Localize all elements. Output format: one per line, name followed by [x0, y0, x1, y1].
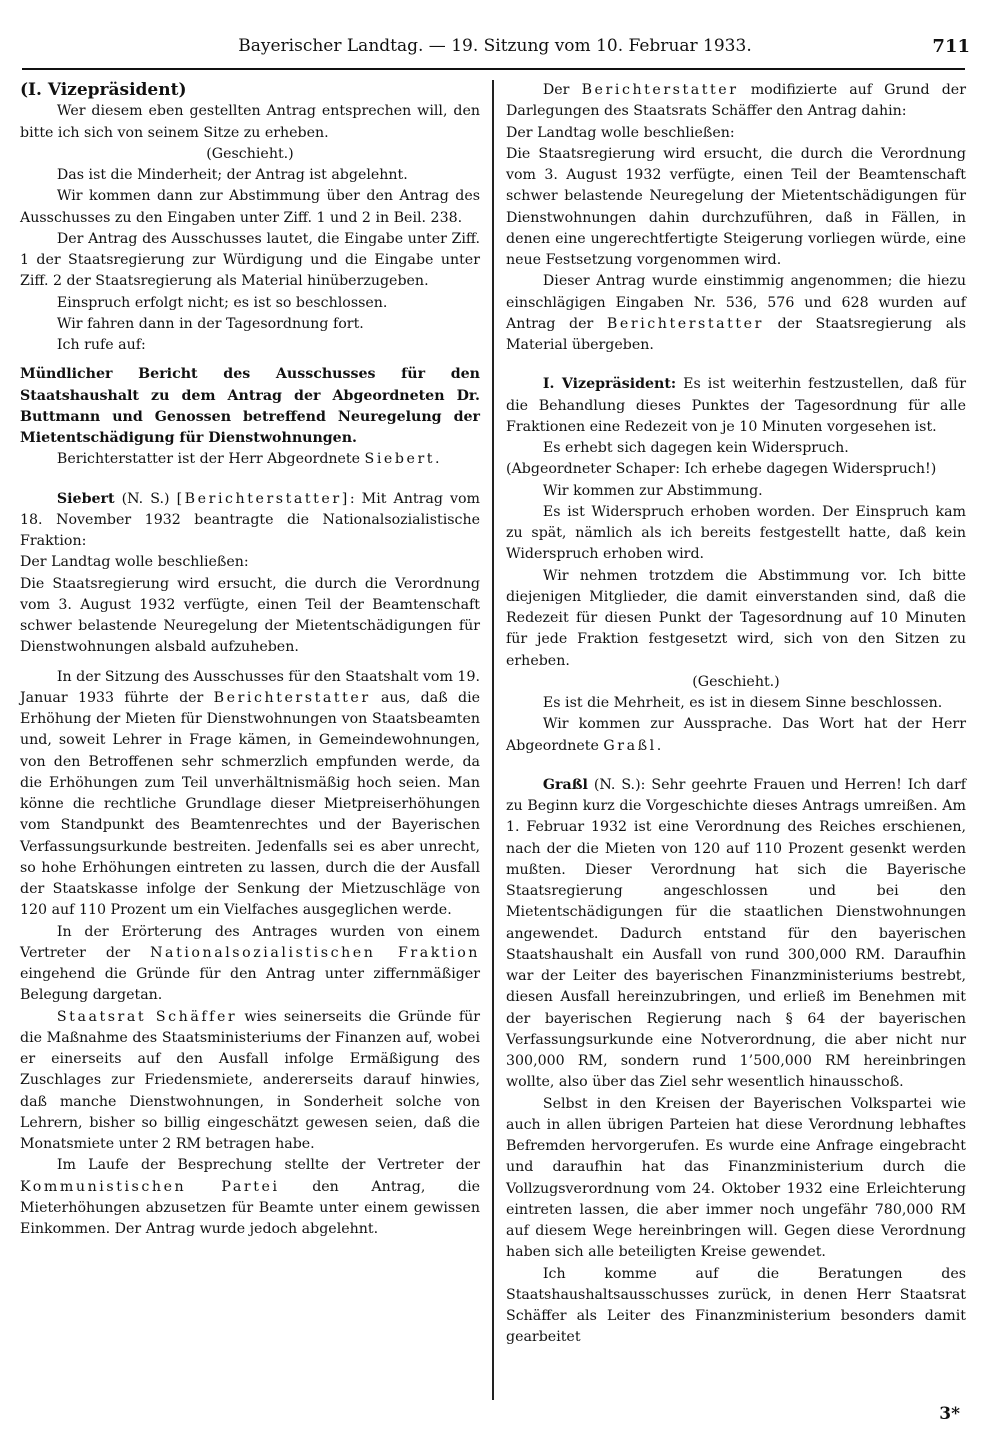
speaker-role: [Berichterstatter] — [176, 490, 350, 507]
paragraph: Wir kommen dann zur Abstimmung über den Antrag des Ausschusses zu den Eingaben unter Ziff. 1 und 2 in Beil. 238. — [20, 188, 480, 226]
speaker-party: (N. S.) — [593, 776, 641, 793]
paragraph: Wir nehmen trotzdem die Abstimmung vor. Ich bitte diejenigen Mitglieder, die damit einverstanden sind, daß die Redezeit für diesen Punkt der Tagesordnung auf 10 Minuten für jede Fraktion festgesetzt wird, sich von den Sitzen zu erheben. — [506, 567, 966, 669]
header-rule — [22, 68, 965, 70]
left-column — [20, 80, 480, 1240]
paragraph — [20, 1155, 480, 1240]
speaker-name: I. Vizepräsident: — [542, 376, 677, 393]
emphasis: Berichterstatter — [213, 689, 371, 706]
agenda-item: Mündlicher Bericht des Ausschusses für den Staatshaushalt zu dem Antrag der Abgeordneten Dr. Buttmann und Genossen betreffend Neuregelung der Mietentschädigung für Dienstwohnungen. — [20, 366, 480, 446]
speech-start — [20, 489, 480, 553]
paragraph: Einspruch erfolgt nicht; es ist so beschlossen. — [56, 294, 388, 311]
text: In der Sitzung des Ausschusses für den Staatshalt vom 19. Januar 1933 führte der — [20, 668, 480, 706]
paragraph: Wir fahren dann in der Tagesordnung fort. — [56, 315, 364, 332]
paragraph — [506, 714, 966, 757]
interjection: (Abgeordneter Schaper: Ich erhebe dagegen Widerspruch!) — [506, 461, 937, 478]
speech-text: : Mit Antrag vom 18. November 1932 beantragte die Nationalsozialistische Fraktion: — [20, 490, 480, 549]
paragraph: Wir kommen zur Abstimmung. — [542, 482, 763, 499]
text: modifizierte auf Grund der Darlegungen des Staatsrats Schäffer den Antrag dahin: — [506, 82, 966, 120]
paragraph: Selbst in den Kreisen der Bayerischen Volkspartei wie auch in allen übrigen Parteien hat diese Verordnung lebhaftes Befremden hervorgerufen. Es wurde eine Anfrage eingebracht und daraufhin hat das Finanzministerium durch die Vollzugsverordnung vom 24. Oktober 1932 eine Erleichterung eintreten lassen, die aber immer noch ungefähr 780,000 RM auf diesem Wege hereinbringen will. Gegen diese Verordnung haben sich alle beteiligten Kreise gewendet. — [506, 1095, 966, 1261]
resolution-intro: Der Landtag wolle beschließen: — [20, 554, 249, 571]
speech-start — [506, 374, 966, 438]
section-heading: (I. Vizepräsident) — [20, 80, 187, 100]
text: Dieser Antrag wurde einstimmig angenommen; die hiezu einschlägigen Eingaben Nr. 536, 576 und 628 wurden auf Antrag der — [506, 273, 966, 332]
resolution-intro: Der Landtag wolle beschließen: — [506, 124, 735, 141]
paragraph — [506, 271, 966, 356]
speaker-ref: Graßl. — [603, 737, 664, 754]
page-number: 711 — [932, 36, 970, 57]
resolution-text: Die Staatsregierung wird ersucht, die durch die Verordnung vom 3. August 1932 verfügte, einen Teil der Beamtenschaft schwer belastende Neuregelung der Mietentschädigungen für Dienstwohnungen alsbald aufzuheben. — [20, 575, 480, 656]
running-title: Bayerischer Landtag. — 19. Sitzung vom 10. Februar 1933. — [238, 36, 752, 56]
paragraph — [20, 667, 480, 922]
text: Berichterstatter ist der Herr Abgeordnete — [56, 451, 361, 468]
emphasis: Nationalsozialistischen Fraktion — [150, 944, 480, 961]
text: der Staatsregierung als Material übergeben. — [506, 315, 966, 353]
text: aus, daß die Erhöhung der Mieten für Dienstwohnungen von Staatsbeamten und, soweit Lehrer in Frage kämen, in Gemeindewohnungen, von den Betroffenen sehr schmerzlich empfunden werde, da die Erhöhungen zum Teil unverhältnismäßig hoch seien. Man könne die rechtliche Grundlage dieser Mietpreiserhöhungen vom Standpunkt des Beamtenrechtes und der Bayerischen Verfassungsurkunde bestreiten. Jedenfalls sei es aber unrecht, so hohe Erhöhungen eintreten zu lassen, durch die der Ausfall der Staatskasse infolge der Senkung der Mietzuschläge von 120 auf 110 Prozent um ein Vielfaches ausgeglichen werde. — [20, 689, 480, 919]
paragraph: Es erhebt sich dagegen kein Widerspruch. — [542, 440, 849, 456]
paragraph: Das ist die Minderheit; der Antrag ist abgelehnt. — [56, 167, 408, 183]
emphasis: Kommunistischen Partei — [20, 1178, 280, 1195]
emphasis: Berichterstatter — [606, 315, 764, 332]
speech-text: Es ist weiterhin festzustellen, daß für die Behandlung dieses Punktes der Tagesordnung für alle Fraktionen eine Redezeit von je 10 Minuten vorgesehen ist. — [506, 376, 966, 435]
paragraph — [20, 449, 480, 470]
signature-mark: 3* — [939, 1404, 960, 1424]
paragraph — [20, 922, 480, 1007]
page-header — [20, 36, 970, 66]
column-divider — [492, 80, 494, 1400]
speech-start — [506, 775, 966, 1094]
text: Der — [542, 82, 570, 98]
paragraph: Ich rufe auf: — [56, 337, 146, 353]
text: In der Erörterung des Antrages wurden von einem Vertreter der — [20, 923, 480, 961]
paragraph: Ich komme auf die Beratungen des Staatshaushaltsausschusses zurück, in denen Herr Staatsrat Schäffer als Leiter des Finanzministerium besonders damit gearbeitet — [506, 1265, 966, 1346]
emphasis: Staatsrat Schäffer — [56, 1008, 238, 1025]
speaker-party: (N. S.) — [121, 490, 170, 507]
speaker-name: Graßl — [542, 776, 588, 793]
paragraph: Der Antrag des Ausschusses lautet, die Eingabe unter Ziff. 1 der Staatsregierung zur Würdigung und die Eingabe unter Ziff. 2 der Staatsregierung als Material hinüberzugeben. — [20, 230, 480, 290]
paragraph: Es ist Widerspruch erhoben worden. Der Einspruch kam zu spät, nämlich als ich bereits festgestellt hatte, daß kein Widerspruch erhoben wird. — [506, 503, 966, 563]
emphasis: Berichterstatter — [581, 82, 739, 98]
stage-direction: (Geschieht.) — [692, 673, 780, 690]
speech-text: : Sehr geehrte Frauen und Herren! Ich darf zu Beginn kurz die Vorgeschichte dieses Antrags umreißen. Am 1. Februar 1932 ist eine Verordnung des Reiches erschienen, nach der die Mieten von 120 auf 110 Prozent gesenkt werden mußten. Dieser Verordnung hat sich die Bayerische Staatsregierung angeschlossen und bei den Mietentschädigungen für die staatlichen Dienstwohnungen angewendet. Dadurch entstand für den bayerischen Staatshaushalt ein Ausfall von rund 300,000 RM. Daraufhin war der Leiter des bayerischen Finanzministeriums bestrebt, diesen Ausfall hereinzubringen, und erließ im Benehmen mit der bayerischen Regierung nach § 64 der bayerischen Verfassungsurkunde eine Notverordnung, die aber nicht nur 300,000 RM, sondern rund 1’500,000 RM hereinbringen wollte, also über das Ziel sehr wesentlich hinausschoß. — [506, 776, 966, 1091]
resolution-text: Die Staatsregierung wird ersucht, die durch die Verordnung vom 3. August 1932 verfügte, einen Teil der Beamtenschaft schwer belastende Neuregelung der Mietentschädigungen für Dienstwohnungen dahin durchzuführen, daß in Fällen, in denen eine ungerechtfertigte Steigerung vorliegen würde, eine neue Festsetzung vorgenommen wird. — [506, 145, 966, 268]
text: den Antrag, die Mieterhöhungen abzusetzen für Beamte unter einem gewissen Einkommen. Der Antrag wurde jedoch abgelehnt. — [20, 1178, 480, 1237]
speaker-ref: Siebert. — [364, 451, 443, 468]
text: Im Laufe der Besprechung stellte der Vertreter der — [56, 1157, 480, 1174]
paragraph: Es ist die Mehrheit, es ist in diesem Sinne beschlossen. — [542, 695, 943, 711]
paragraph — [506, 80, 966, 123]
text: wies seinerseits die Gründe für die Maßnahme des Staatsministeriums der Finanzen auf, wobei er einerseits auf den Ausfall infolge Ermäßigung des Zuschlages zur Friedensmiete, andererseits darauf hinwies, daß manche Dienstwohnungen, in Sonderheit solche von Lehrern, bisher so billig eingeschätzt gewesen seien, daß die Monatsmiete unter 2 RM betragen habe. — [20, 1008, 480, 1152]
paragraph — [20, 1007, 480, 1156]
speaker-name: Siebert — [56, 490, 115, 507]
stage-direction: (Geschieht.) — [206, 145, 294, 162]
right-column — [506, 80, 966, 1349]
text: eingehend die Gründe für den Antrag unter ziffernmäßiger Belegung dargetan. — [20, 966, 480, 1004]
paragraph: Wer diesem eben gestellten Antrag entsprechen will, den bitte ich sich von seinem Sitze zu erheben. — [20, 103, 480, 141]
text: Wir kommen zur Aussprache. Das Wort hat der Herr Abgeordnete — [506, 716, 966, 754]
